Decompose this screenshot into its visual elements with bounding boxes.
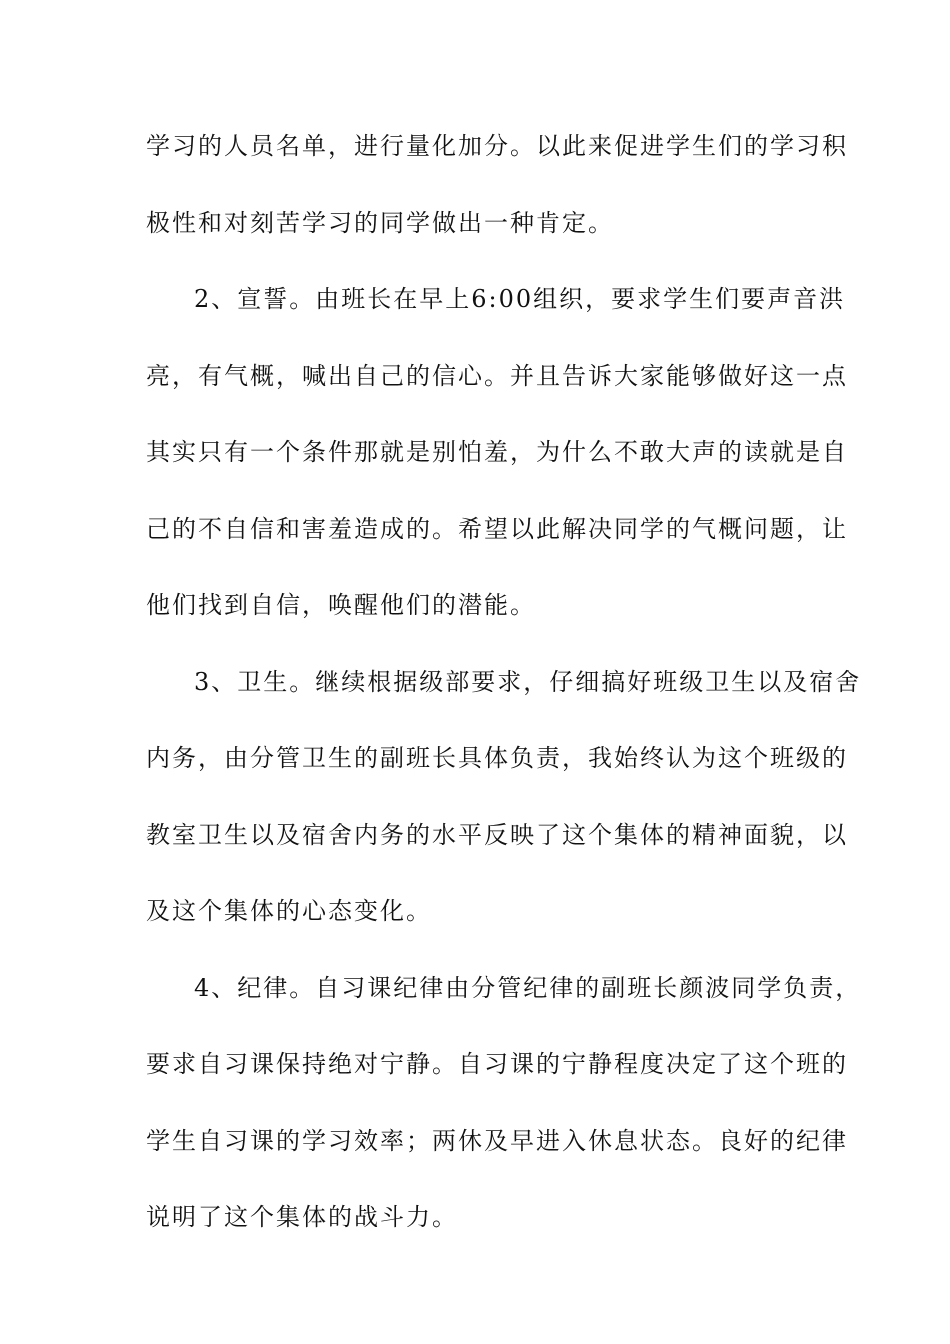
paragraph-start-line: 3、卫生。继续根据级部要求，仔细搞好班级卫生以及宿舍: [194, 667, 862, 696]
document-body: [146, 126, 862, 1274]
text-line: 教室卫生以及宿舍内务的水平反映了这个集体的精神面貌，以: [146, 820, 848, 849]
text-line: 己的不自信和害羞造成的。希望以此解决同学的气概问题，让: [146, 514, 848, 543]
text-line: 学生自习课的学习效率；两休及早进入休息状态。良好的纪律: [146, 1126, 848, 1155]
text-line: 极性和对刻苦学习的同学做出一种肯定。: [146, 208, 614, 237]
text-line: 亮，有气概，喊出自己的信心。并且告诉大家能够做好这一点: [146, 361, 848, 390]
text-line: 学习的人员名单，进行量化加分。以此来促进学生们的学习积: [146, 132, 848, 160]
paragraph-start-line: 2、宣誓。由班长在早上6:00组织，要求学生们要声音洪: [194, 285, 846, 313]
text-line: 要求自习课保持绝对宁静。自习课的宁静程度决定了这个班的: [146, 1050, 848, 1078]
text-line: 及这个集体的心态变化。: [146, 897, 432, 925]
text-line: 其实只有一个条件那就是别怕羞，为什么不敢大声的读就是自: [146, 438, 848, 466]
text-line: 说明了这个集体的战斗力。: [146, 1203, 458, 1231]
paragraph-start-line: 4、纪律。自习课纪律由分管纪律的副班长颜波同学负责，: [194, 973, 862, 1002]
text-line: 内务，由分管卫生的副班长具体负责，我始终认为这个班级的: [146, 744, 848, 772]
text-line: 他们找到自信，唤醒他们的潜能。: [146, 591, 536, 619]
